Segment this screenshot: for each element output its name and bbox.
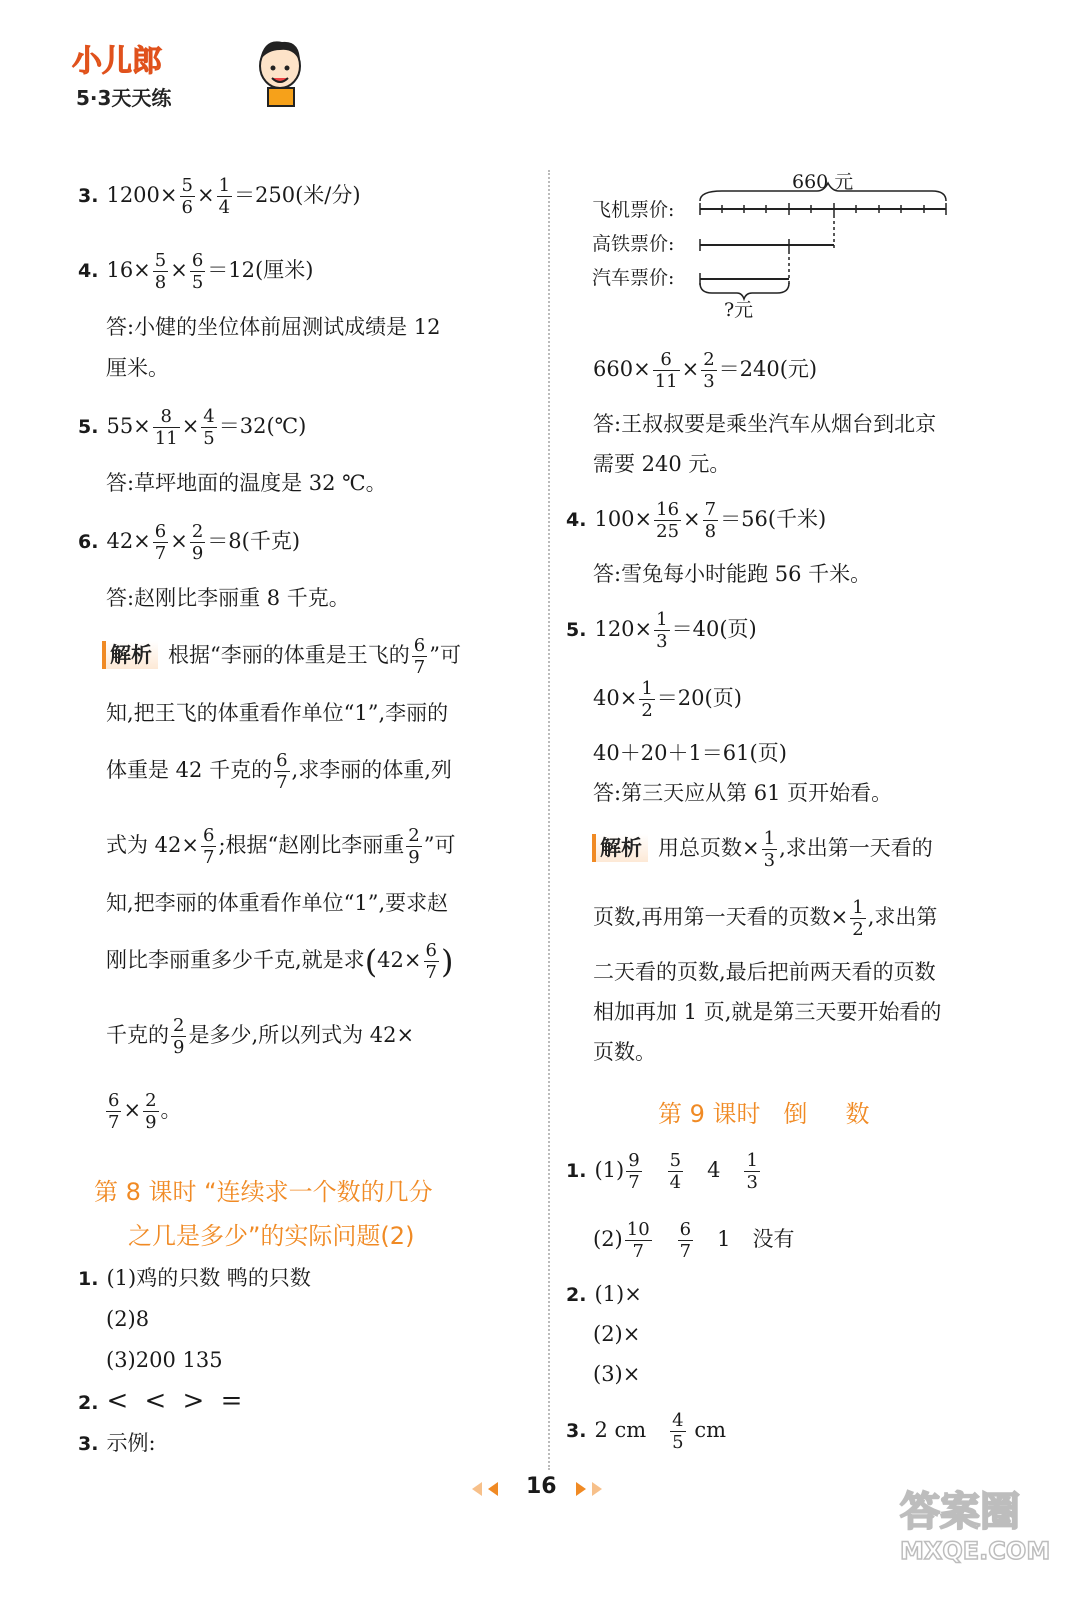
q3-line: 3. 示例: xyxy=(78,1431,156,1455)
page-number: 16 xyxy=(526,1474,557,1499)
right-analysis-l2: 页数,再用第一天看的页数× $\frac{1}{2}$ ,求出第 xyxy=(593,897,938,940)
logo xyxy=(72,36,242,108)
right-analysis-l3: 二天看的页数,最后把前两天看的页数 xyxy=(593,960,936,984)
diagram-row2-label: 高铁票价: xyxy=(592,233,675,255)
analysis-l5: 知,把李丽的体重看作单位“1”,要求赵 xyxy=(106,891,449,915)
q2-line: 2. < < > = xyxy=(78,1386,247,1416)
left-line-3: 3. 1200× $\frac{5}{6}$ × $\frac{1}{4}$ ＝250(米/分) xyxy=(78,175,361,218)
section-8-title-b: 之几是多少”的实际问题(2) xyxy=(128,1222,415,1250)
prev-arrows-icon xyxy=(470,1480,506,1500)
analysis-tag: 解析 xyxy=(592,834,648,862)
q1-line2: (2)8 xyxy=(106,1307,150,1331)
right-answer-1a: 答:王叔叔要是乘坐汽车从烟台到北京 xyxy=(593,412,937,436)
right-calc-1: 660× $\frac{6}{11}$ × $\frac{2}{3}$ ＝240(元) xyxy=(593,349,818,392)
right-analysis-l5: 页数。 xyxy=(593,1040,656,1064)
analysis-l1: 解析 根据“李丽的体重是王飞的 $\frac{6}{7}$ ”可 xyxy=(102,635,461,678)
watermark xyxy=(900,1480,1070,1590)
analysis-l8: $\frac{6}{7}$ × $\frac{2}{9}$ 。 xyxy=(108,1090,182,1133)
right-line-5b: 40× $\frac{1}{2}$ ＝20(页) xyxy=(593,678,742,721)
s2-line2: (2)× xyxy=(593,1322,641,1346)
analysis-l2: 知,把王飞的体重看作单位“1”,李丽的 xyxy=(106,701,449,725)
left-line-5: 5. 55× $\frac{8}{11}$ × $\frac{4}{5}$ ＝32(℃) xyxy=(78,406,307,449)
diagram-row1-label: 飞机票价: xyxy=(592,199,675,221)
page-nav xyxy=(470,1474,610,1504)
right-answer-1b: 需要 240 元。 xyxy=(593,452,731,476)
answer-5: 答:草坪地面的温度是 32 ℃。 xyxy=(106,471,387,495)
analysis-l6: 刚比李丽重多少千克,就是求(42× $\frac{6}{7}$ ) xyxy=(106,940,454,983)
answer-4a: 答:小健的坐位体前屈测试成绩是 12 xyxy=(106,315,441,339)
diagram-total-label: 660 元 xyxy=(792,171,854,193)
mascot-icon xyxy=(250,36,310,108)
brand-text: 5·3天天练 xyxy=(76,86,172,110)
answer-4b: 厘米。 xyxy=(106,356,169,380)
section-9-title: 第 9 课时 倒 数 xyxy=(658,1100,870,1128)
watermark-text: 答案圈 xyxy=(900,1489,1020,1535)
next-arrows-icon xyxy=(574,1480,610,1500)
s2-line1: 2. (1)× xyxy=(566,1282,642,1306)
q1-line3: (3)200 135 xyxy=(106,1348,223,1372)
q1-line1: 1. (1)鸡的只数 鸭的只数 xyxy=(78,1266,311,1290)
analysis-l7: 千克的 $\frac{2}{9}$ 是多少,所以列式为 42× xyxy=(106,1015,415,1058)
right-line-5: 5. 120× $\frac{1}{3}$ ＝40(页) xyxy=(566,609,757,652)
right-line-5c: 40＋20＋1＝61(页) xyxy=(593,741,787,765)
right-analysis-l4: 相加再加 1 页,就是第三天要开始看的 xyxy=(593,1000,942,1024)
analysis-tag: 解析 xyxy=(102,641,158,669)
diagram-question-label: ?元 xyxy=(724,299,754,321)
right-line-4: 4. 100× $\frac{16}{25}$ × $\frac{7}{8}$ ＝56(千米) xyxy=(566,499,827,542)
s1-line2: (2) $\frac{10}{7}$ $\frac{6}{7}$ 1 没有 xyxy=(593,1219,795,1262)
s3-line: 3. 2 cm $\frac{4}{5}$ cm xyxy=(566,1410,726,1453)
diagram-lines xyxy=(592,165,972,325)
answer-6: 答:赵刚比李丽重 8 千克。 xyxy=(106,586,350,610)
logo-text: 小儿郎 xyxy=(72,44,162,79)
right-answer-4: 答:雪兔每小时能跑 56 千米。 xyxy=(593,562,872,586)
s1-line1: 1. (1) $\frac{9}{7}$ $\frac{5}{4}$ 4 $\frac{1}{3}$ xyxy=(566,1150,758,1193)
analysis-l4: 式为 42× $\frac{6}{7}$ ;根据“赵刚比李丽重 $\frac{2}{9}$ ”可 xyxy=(106,825,456,868)
watermark-url: MXQE.COM xyxy=(900,1537,1051,1565)
line-segment-diagram xyxy=(592,165,972,325)
left-line-6: 6. 42× $\frac{6}{7}$ × $\frac{2}{9}$ ＝8(千克) xyxy=(78,521,301,564)
column-divider xyxy=(548,170,550,1470)
section-8-title-a: 第 8 课时 “连续求一个数的几分 xyxy=(94,1178,433,1206)
s2-line3: (3)× xyxy=(593,1362,641,1386)
analysis-l3: 体重是 42 千克的 $\frac{6}{7}$ ,求李丽的体重,列 xyxy=(106,750,452,793)
right-analysis-l1: 解析 用总页数× $\frac{1}{3}$ ,求出第一天看的 xyxy=(592,828,933,871)
right-answer-5: 答:第三天应从第 61 页开始看。 xyxy=(593,781,893,805)
left-line-4: 4. 16× $\frac{5}{8}$ × $\frac{6}{5}$ ＝12(厘米) xyxy=(78,250,314,293)
diagram-row3-label: 汽车票价: xyxy=(592,267,675,289)
